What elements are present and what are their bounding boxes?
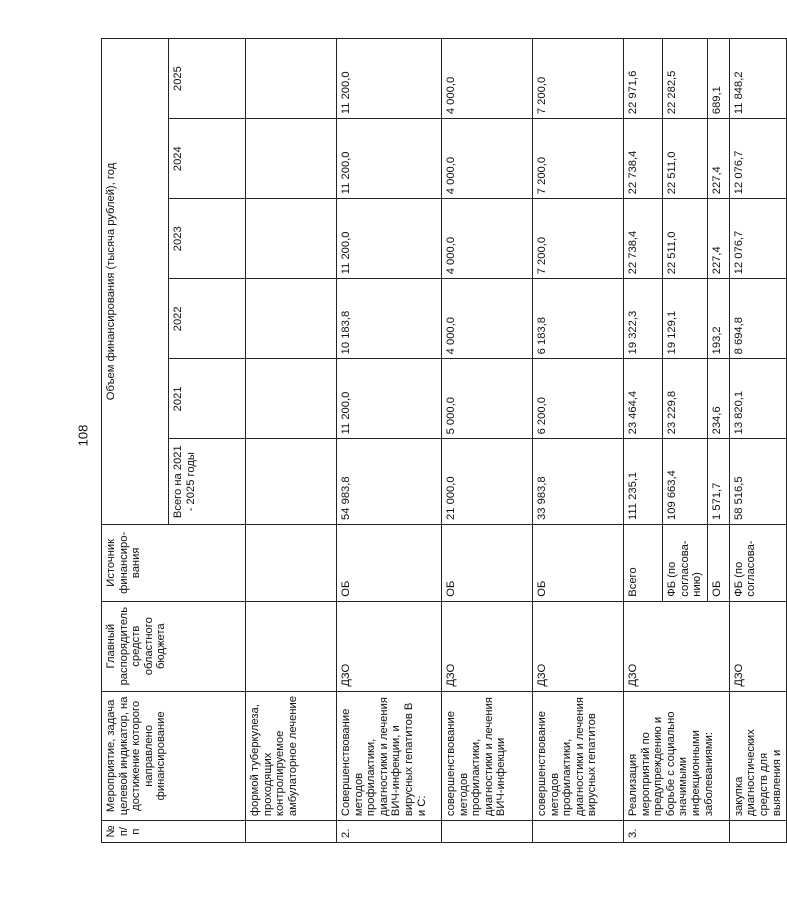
header-year-2022: 2022 bbox=[169, 279, 246, 359]
row-value-2022: 8 694,8 bbox=[729, 279, 786, 359]
row-value-2022: 10 183,8 bbox=[337, 279, 442, 359]
row-total: 111 235,1 bbox=[624, 439, 663, 525]
row-source: ОБ bbox=[337, 524, 442, 601]
row-value-2024 bbox=[246, 119, 337, 199]
row-value-2025: 11 200,0 bbox=[337, 39, 442, 119]
row-value-2024: 7 200,0 bbox=[533, 119, 624, 199]
row-value-2023: 7 200,0 bbox=[533, 199, 624, 279]
header-year-2023: 2023 bbox=[169, 199, 246, 279]
table-row bbox=[624, 39, 663, 843]
row-value-2021: 23 229,8 bbox=[663, 359, 708, 439]
header-source: Источник финансиро-вания bbox=[102, 524, 246, 601]
row-no: 2. bbox=[337, 821, 442, 843]
row-source: ФБ (по согласова-нию) bbox=[663, 524, 708, 601]
row-total: 58 516,5 bbox=[729, 439, 786, 525]
row-value-2024: 12 076,7 bbox=[729, 119, 786, 199]
row-value-2022: 19 129,1 bbox=[663, 279, 708, 359]
row-total: 21 000,0 bbox=[442, 439, 533, 525]
row-total bbox=[246, 439, 337, 525]
header-total: Всего на 2021 - 2025 годы bbox=[169, 439, 246, 525]
header-no: № п/п bbox=[102, 821, 246, 843]
row-manager bbox=[246, 601, 337, 691]
row-value-2022 bbox=[246, 279, 337, 359]
row-total: 54 983,8 bbox=[337, 439, 442, 525]
row-total: 1 571,7 bbox=[707, 439, 729, 525]
row-activity: совершенствование методов профилактики, диагностики и лечения вирусных гепатитов bbox=[533, 691, 624, 820]
row-no bbox=[533, 821, 624, 843]
row-value-2023: 22 738,4 bbox=[624, 199, 663, 279]
row-source: ОБ bbox=[442, 524, 533, 601]
row-value-2021 bbox=[246, 359, 337, 439]
row-source: Всего bbox=[624, 524, 663, 601]
row-value-2022: 193,2 bbox=[707, 279, 729, 359]
row-value-2023: 11 200,0 bbox=[337, 199, 442, 279]
row-manager: ДЗО bbox=[533, 601, 624, 691]
row-value-2025: 22 971,6 bbox=[624, 39, 663, 119]
row-activity: Совершенствование методов профилактики, диагностики и лечения ВИЧ-инфекции, и вирусных гепатитов В и С: bbox=[337, 691, 442, 820]
row-activity: закупка диагностических средств для выявления и bbox=[729, 691, 786, 820]
row-manager: ДЗО bbox=[442, 601, 533, 691]
row-manager: ДЗО bbox=[729, 601, 786, 691]
table-row bbox=[337, 39, 442, 843]
row-value-2024: 22 738,4 bbox=[624, 119, 663, 199]
row-value-2024: 4 000,0 bbox=[442, 119, 533, 199]
row-value-2023: 227,4 bbox=[707, 199, 729, 279]
row-source bbox=[246, 524, 337, 601]
row-source: ОБ bbox=[707, 524, 729, 601]
header-activity: Мероприятие, задача целевой индикатор, на достижение которого направлено финансирование bbox=[102, 691, 246, 820]
row-value-2025: 689,1 bbox=[707, 39, 729, 119]
row-value-2024: 227,4 bbox=[707, 119, 729, 199]
row-value-2025: 4 000,0 bbox=[442, 39, 533, 119]
row-value-2021: 11 200,0 bbox=[337, 359, 442, 439]
table-row bbox=[729, 39, 786, 843]
row-source: ОБ bbox=[533, 524, 624, 601]
row-value-2023: 12 076,7 bbox=[729, 199, 786, 279]
table-row bbox=[246, 39, 337, 843]
header-row-1 bbox=[102, 39, 169, 843]
row-manager: ДЗО bbox=[337, 601, 442, 691]
row-value-2021: 234,6 bbox=[707, 359, 729, 439]
row-activity: формой туберкулеза, проходящих контролируемое амбулаторное лечение bbox=[246, 691, 337, 820]
row-value-2021: 6 200,0 bbox=[533, 359, 624, 439]
row-activity: Реализация мероприятий по предупреждению и борьбе с социально значимыми инфекционными заболеваниями: bbox=[624, 691, 730, 820]
row-value-2021: 13 820,1 bbox=[729, 359, 786, 439]
row-value-2022: 6 183,8 bbox=[533, 279, 624, 359]
row-total: 33 983,8 bbox=[533, 439, 624, 525]
row-value-2023: 22 511,0 bbox=[663, 199, 708, 279]
row-value-2025 bbox=[246, 39, 337, 119]
row-manager: ДЗО bbox=[624, 601, 730, 691]
row-value-2025: 7 200,0 bbox=[533, 39, 624, 119]
rotated-table-wrapper bbox=[101, 38, 783, 843]
row-no bbox=[729, 821, 786, 843]
row-total: 109 663,4 bbox=[663, 439, 708, 525]
row-value-2023: 4 000,0 bbox=[442, 199, 533, 279]
row-value-2021: 5 000,0 bbox=[442, 359, 533, 439]
row-value-2024: 22 511,0 bbox=[663, 119, 708, 199]
row-no bbox=[246, 821, 337, 843]
row-value-2023 bbox=[246, 199, 337, 279]
header-year-2021: 2021 bbox=[169, 359, 246, 439]
row-no bbox=[442, 821, 533, 843]
row-value-2021: 23 464,4 bbox=[624, 359, 663, 439]
header-year-2025: 2025 bbox=[169, 39, 246, 119]
header-year-2024: 2024 bbox=[169, 119, 246, 199]
row-value-2022: 19 322,3 bbox=[624, 279, 663, 359]
financing-table bbox=[101, 38, 787, 843]
row-activity: совершенствование методов профилактики, диагностики и лечения ВИЧ-инфекции bbox=[442, 691, 533, 820]
header-volume: Объем финансирования (тысяча рублей), год bbox=[102, 39, 169, 525]
table-row bbox=[533, 39, 624, 843]
row-no: 3. bbox=[624, 821, 730, 843]
table-row bbox=[442, 39, 533, 843]
row-value-2022: 4 000,0 bbox=[442, 279, 533, 359]
row-value-2025: 11 848,2 bbox=[729, 39, 786, 119]
row-value-2024: 11 200,0 bbox=[337, 119, 442, 199]
row-value-2025: 22 282,5 bbox=[663, 39, 708, 119]
row-source: ФБ (по согласова- bbox=[729, 524, 786, 601]
header-manager: Главный распорядитель средств областного бюджета bbox=[102, 601, 246, 691]
page-number: 108 bbox=[75, 424, 91, 447]
